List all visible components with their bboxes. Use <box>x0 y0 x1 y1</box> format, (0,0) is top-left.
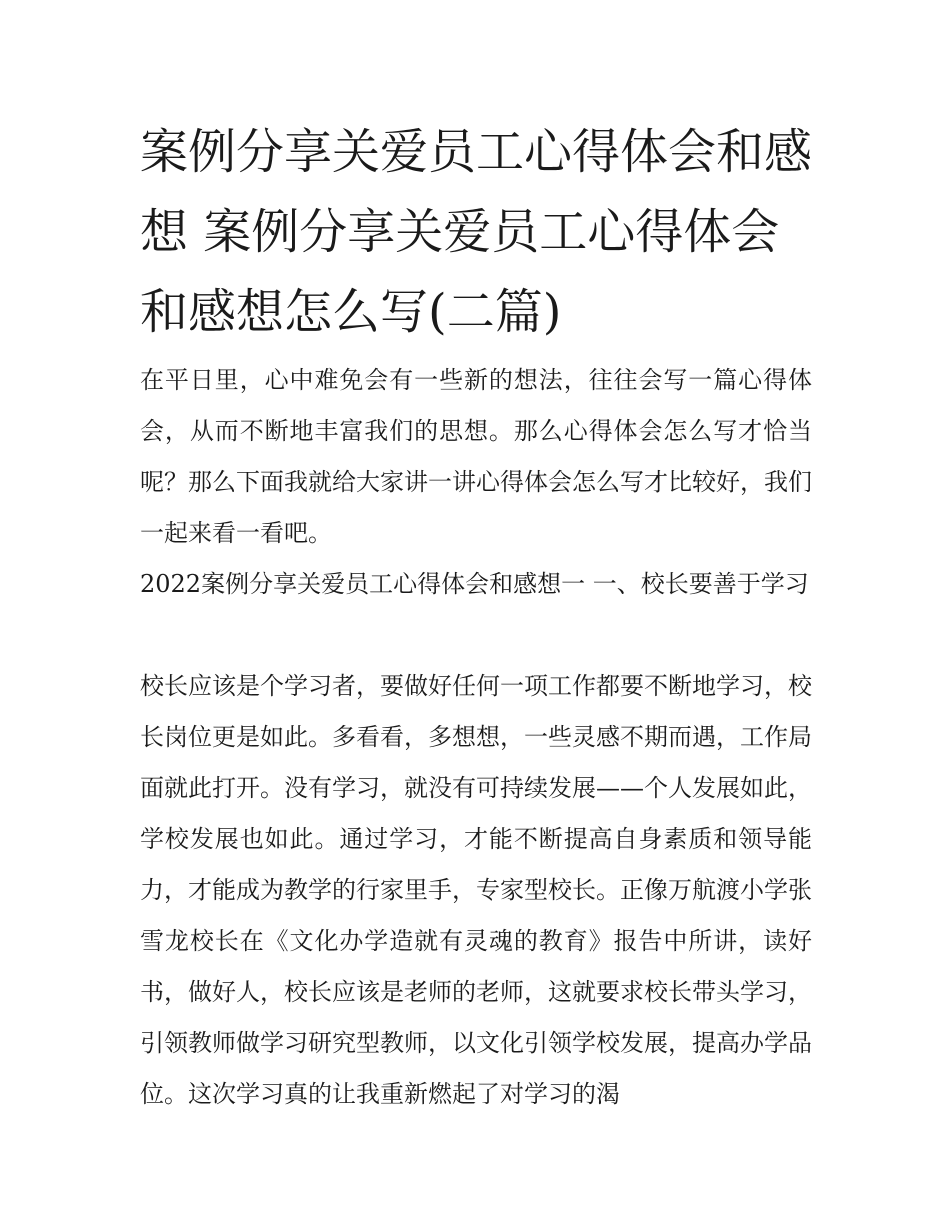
section-heading: 2022案例分享关爱员工心得体会和感想一 一、校长要善于学习 <box>140 570 809 598</box>
document-title: 案例分享关爱员工心得体会和感想 案例分享关爱员工心得体会和感想怎么写(二篇) <box>140 124 813 340</box>
intro-paragraph: 在平日里，心中难免会有一些新的想法，往往会写一篇心得体会，从而不断地丰富我们的思想。那么心得体会怎么写才恰当呢？那么下面我就给大家讲一讲心得体会怎么写才比较好，我们一起来看一看吧。 <box>140 366 812 547</box>
body-paragraph: 校长应该是个学习者，要做好任何一项工作都要不断地学习，校长岗位更是如此。多看看，多想想，一些灵感不期而遇，工作局面就此打开。没有学习，就没有可持续发展——个人发展如此，学校发展也如此。通过学习，才能不断提高自身素质和领导能力，才能成为教学的行家里手，专家型校长。正像万航渡小学张雪龙校长在《文化办学造就有灵魂的教育》报告中所讲，读好书，做好人，校长应该是老师的老师，这就要求校长带头学习，引领教师做学习研究型教师，以文化引领学校发展，提高办学品位。这次学习真的让我重新燃起了对学习的渴 <box>140 672 812 1108</box>
